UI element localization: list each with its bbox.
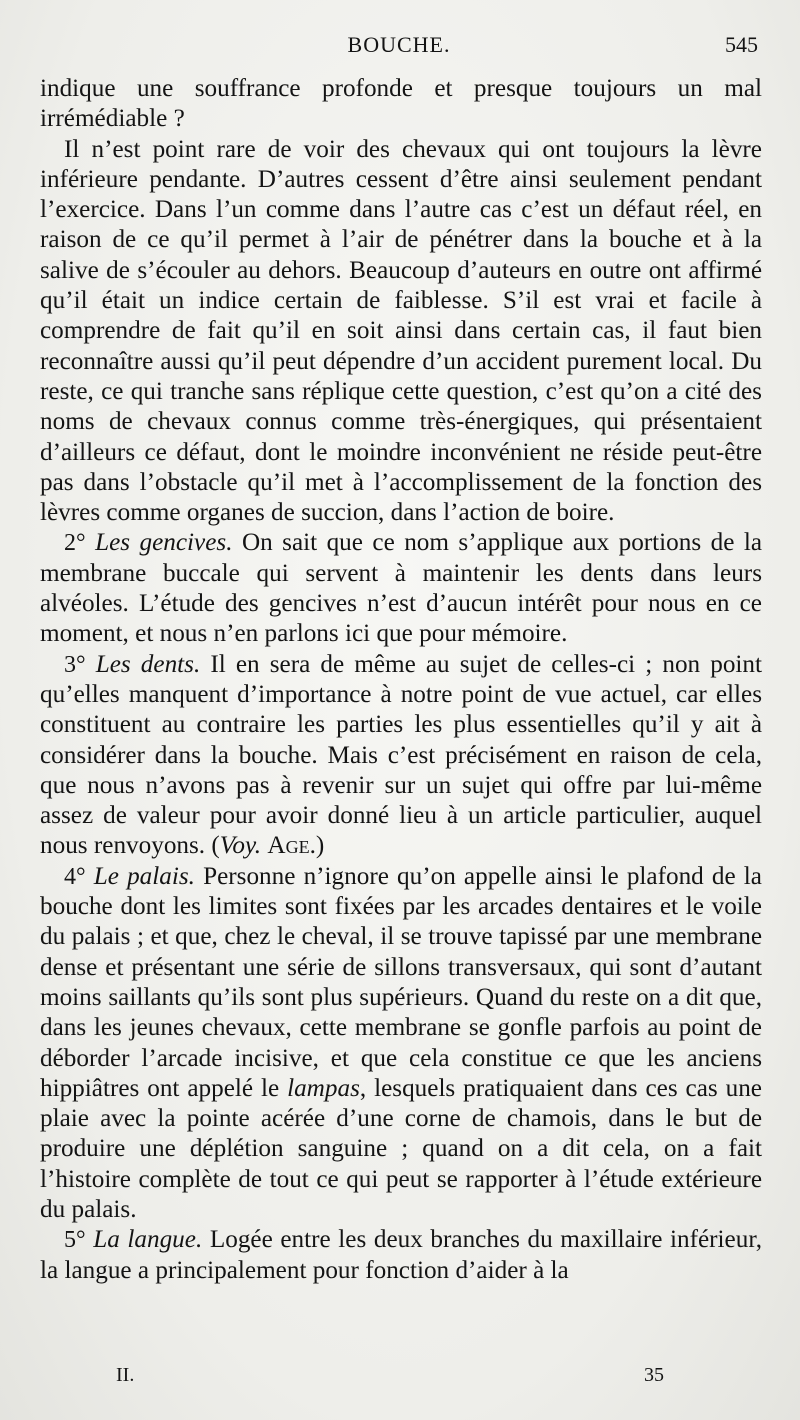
section-number: 4° [64, 863, 86, 890]
cross-reference-age: Age [267, 832, 310, 860]
term-lampas: lampas [287, 1074, 360, 1102]
section-number: 5° [64, 1227, 86, 1254]
paragraph-gencives [40, 528, 762, 649]
paragraph-text: On sait que ce nom s’applique aux portions de la membrane buccale qui servent à maintenir les dents dans leurs alvéoles. L’étude des gencives n’est d’aucun intérêt pour nous en ce moment, et nous n’en parlons ici que pour mémoire. [40, 529, 763, 648]
paragraph-text: Personne n’ignore qu’on appelle ainsi le plafond de la bouche dont les limites sont fixées par les arcades dentaires et le voile du palais ; et que, chez le cheval, il se trouve tapissé par une membrane dense et présentant une série de sillons transversaux, qui sont d’autant moins saillants qu’ils sont plus supérieurs. Quand du reste on a dit que, dans les jeunes chevaux, cette membrane se gonfle parfois au point de déborder l’arcade incisive, et que cela constitue ce que les anciens hippiâtres ont appelé le [40, 862, 762, 1102]
volume-signature: II. [116, 1364, 135, 1386]
paragraph-text-end: .) [309, 832, 325, 860]
paragraph-text: Il en sera de même au sujet de celles-ci ; non point qu’elles manquent d’importance à notre point de vue actuel, car elles constituent au contraire les parties les plus essentielles qu’il y ait à considérer dans la bouche. Mais c’est précisément en raison de cela, que nous n’avons pas à revenir sur un sujet qui offre par lui-même assez de valeur pour avoir donné lieu à un article particulier, auquel nous renvoyons. ( [40, 650, 763, 860]
section-heading: La langue. [93, 1226, 203, 1254]
sheet-number: 35 [644, 1364, 664, 1386]
section-number: 2° [64, 530, 86, 557]
body-text [40, 74, 762, 1286]
running-title: BOUCHE. [347, 32, 451, 57]
section-heading: Les gencives. [95, 529, 233, 557]
paragraph-text-end: , lesquels pratiquaient dans ces cas une plaie avec la pointe acérée d’une corne de chamois, dans le but de produire une déplétion sanguine ; quand on a dit cela, on a fait l’histoire complète de tout ce qui peut se rapporter à l’étude extérieure du palais. [40, 1074, 762, 1223]
paragraph-langue [40, 1225, 762, 1286]
section-heading: Les dents. [95, 650, 201, 678]
paragraph-text: Logée entre les deux branches du maxillaire inférieur, la langue a principalement pour fonction d’aider à la [40, 1226, 762, 1284]
page-number: 545 [725, 32, 758, 57]
paragraph-dents [40, 650, 762, 862]
section-heading: Le palais. [93, 862, 195, 890]
cross-reference-voy: Voy. [219, 832, 262, 860]
section-number: 3° [64, 651, 86, 678]
paragraph-levres: Il n’est point rare de voir des chevaux qui ont toujours la lèvre inférieure pendante. D’autres cessent d’être ainsi seulement pendant l’exercice. Dans l’un comme dans l’autre cas c’est un défaut réel, en raison de ce qu’il permet à l’air de pénétrer dans la bouche et à la salive de s’écouler au dehors. Beaucoup d’auteurs en outre ont affirmé qu’il était un indice certain de faiblesse. S’il est vrai et facile à comprendre de fait qu’il en soit ainsi dans certain cas, il faut bien reconnaître aussi qu’il peut dépendre d’un accident purement local. Du reste, ce qui tranche sans réplique cette question, c’est qu’on a cité des noms de chevaux connus comme très-énergiques, qui présentaient d’ailleurs ce défaut, dont le moindre inconvénient ne réside peut-être pas dans l’obstacle qu’il met à l’accomplissement de la fonction des lèvres comme organes de succion, dans l’action de boire. [40, 135, 762, 527]
page-header [40, 32, 758, 62]
paragraph-continued: indique une souffrance profonde et presque toujours un mal irrémédiable ? [40, 75, 762, 133]
paragraph-palais [40, 862, 762, 1226]
